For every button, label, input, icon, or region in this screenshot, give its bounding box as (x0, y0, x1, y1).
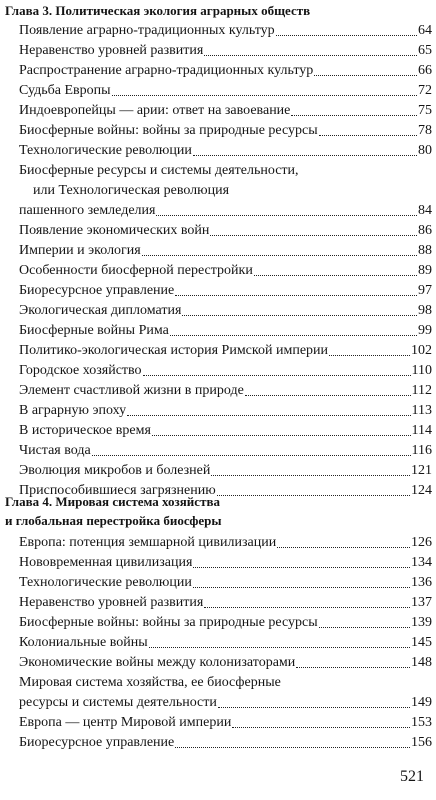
toc-entry[interactable] (19, 733, 432, 753)
toc-entry-page: 86 (418, 223, 432, 238)
toc-entry-title: Нововременная цивилизация (19, 555, 193, 570)
toc-entry-page: 153 (411, 715, 432, 730)
dot-leader (211, 475, 410, 476)
toc-entry-last-line (19, 201, 432, 221)
dot-leader (193, 567, 410, 568)
toc-entry-page: 80 (418, 143, 432, 158)
toc-entry-title: Особенности биосферной перестройки (19, 263, 253, 278)
toc-entry-page: 98 (418, 303, 432, 318)
toc-entry-page: 99 (418, 323, 432, 338)
toc-entry-title: Элемент счастливой жизни в природе (19, 383, 244, 398)
dot-leader (314, 75, 417, 76)
toc-entry[interactable] (19, 21, 432, 41)
toc-entry-title: Технологические революции (19, 575, 192, 590)
dot-leader (156, 215, 417, 216)
toc-entry-title: Политико-экологическая история Римской империи (19, 343, 329, 358)
toc-entry[interactable] (19, 61, 432, 81)
toc-entry-page: 75 (418, 103, 432, 118)
dot-leader (152, 435, 411, 436)
dot-leader (329, 355, 410, 356)
toc-entry[interactable] (19, 573, 432, 593)
toc-entry[interactable] (19, 321, 432, 341)
dot-leader (210, 235, 417, 236)
toc-entry-title: пашенного земледелия (19, 203, 156, 218)
toc-entry-page: 64 (418, 23, 432, 38)
toc-entry[interactable] (19, 141, 432, 161)
toc-entry-page: 66 (418, 63, 432, 78)
toc-entry-page: 148 (411, 655, 432, 670)
toc-entry[interactable] (19, 341, 432, 361)
toc-entry-title: Судьба Европы (19, 83, 111, 98)
toc-entry-title: Биосферные войны: войны за природные ресурсы (19, 123, 318, 138)
toc-entry-title: Неравенство уровней развития (19, 595, 204, 610)
toc-entry-title: Колониальные войны (19, 635, 148, 650)
toc-entry[interactable] (19, 361, 432, 381)
toc-entry-title-line: Биосферные ресурсы и системы деятельности, (19, 163, 299, 178)
toc-entry-title: Империи и экология (19, 243, 141, 258)
toc-entry-page: 89 (418, 263, 432, 278)
chapter-title-line-2: и глобальная перестройка биосферы (5, 513, 222, 528)
dot-leader (245, 395, 411, 396)
toc-entry-title: Европа — центр Мировой империи (19, 715, 232, 730)
dot-leader (232, 727, 410, 728)
toc-entry-title: Технологические революции (19, 143, 192, 158)
toc-entry-title: В аграрную эпоху (19, 403, 127, 418)
toc-entry[interactable] (19, 161, 432, 221)
toc-entry[interactable] (19, 261, 432, 281)
dot-leader (127, 415, 410, 416)
dot-leader (204, 607, 410, 608)
dot-leader (142, 255, 417, 256)
toc-entry-title: Эволюция микробов и болезней (19, 463, 211, 478)
toc-entry-page: 97 (418, 283, 432, 298)
toc-entry-title: Биоресурсное управление (19, 735, 175, 750)
toc-entry[interactable] (19, 41, 432, 61)
toc-entry-page: 121 (411, 463, 432, 478)
toc-entry-title: Появление экономических войн (19, 223, 210, 238)
toc-entry[interactable] (19, 421, 432, 441)
dot-leader (193, 155, 417, 156)
toc-entry-page: 113 (411, 403, 432, 418)
toc-entry[interactable] (19, 241, 432, 261)
toc-entry-page: 110 (411, 363, 432, 378)
dot-leader (319, 135, 417, 136)
toc-entry-page: 136 (411, 575, 432, 590)
toc-entry[interactable] (19, 633, 432, 653)
toc-entry-title: Европа: потенция земшарной цивилизации (19, 535, 277, 550)
chapter-4 (5, 492, 432, 753)
toc-entry-page: 116 (411, 443, 432, 458)
dot-leader (319, 627, 410, 628)
dot-leader (276, 35, 417, 36)
dot-leader (170, 335, 417, 336)
toc-entry-title-line: Мировая система хозяйства, ее биосферные (19, 675, 281, 690)
dot-leader (218, 707, 410, 708)
toc-entry-page: 84 (418, 203, 432, 218)
dot-leader (193, 587, 410, 588)
toc-entry[interactable] (19, 653, 432, 673)
toc-entry-title: Появление аграрно-традиционных культур (19, 23, 275, 38)
toc-entry-page: 149 (411, 695, 432, 710)
toc-entry-title: Биосферные войны Рима (19, 323, 169, 338)
toc-entry-title: Чистая вода (19, 443, 91, 458)
dot-leader (92, 455, 411, 456)
toc-entry-page: 114 (411, 423, 432, 438)
toc-entry[interactable] (19, 613, 432, 633)
dot-leader (204, 55, 417, 56)
toc-entry-page: 145 (411, 635, 432, 650)
toc-entry-page: 112 (411, 383, 432, 398)
toc-entry-page: 126 (411, 535, 432, 550)
toc-entry[interactable] (19, 553, 432, 573)
toc-entry-title: Неравенство уровней развития (19, 43, 204, 58)
toc-entry-title: Городское хозяйство (19, 363, 142, 378)
toc-entry-page: 156 (411, 735, 432, 750)
toc-entry-page: 102 (411, 343, 432, 358)
dot-leader (143, 375, 411, 376)
toc-entry[interactable] (19, 673, 432, 713)
toc-entry-page: 65 (418, 43, 432, 58)
dot-leader (291, 115, 417, 116)
toc-entry[interactable] (19, 221, 432, 241)
chapter-4-entries (5, 533, 432, 753)
toc-entry-title: Индоевропейцы — арии: ответ на завоевание (19, 103, 291, 118)
toc-entry-page: 139 (411, 615, 432, 630)
dot-leader (254, 275, 417, 276)
toc-entry-title-line: или Технологическая революция (33, 183, 230, 198)
toc-entry[interactable] (19, 533, 432, 553)
toc-entry[interactable] (19, 441, 432, 461)
toc-entry-title: Экономические войны между колонизаторами (19, 655, 296, 670)
dot-leader (175, 747, 410, 748)
toc-entry-page: 134 (411, 555, 432, 570)
toc-entry[interactable] (19, 281, 432, 301)
toc-entry[interactable] (19, 301, 432, 321)
toc-entry-page: 137 (411, 595, 432, 610)
toc-entry[interactable] (19, 101, 432, 121)
toc-entry[interactable] (19, 81, 432, 101)
toc-entry[interactable] (19, 401, 432, 421)
toc-entry[interactable] (19, 121, 432, 141)
dot-leader (277, 547, 410, 548)
dot-leader (182, 315, 417, 316)
toc-entry-title: В историческое время (19, 423, 151, 438)
toc-entry-title: Биоресурсное управление (19, 283, 175, 298)
toc-entry[interactable] (19, 593, 432, 613)
chapter-3-entries (5, 21, 432, 501)
chapter-3 (5, 1, 432, 501)
toc-entry-title: Биосферные войны: войны за природные ресурсы (19, 615, 318, 630)
toc-entry[interactable] (19, 713, 432, 733)
dot-leader (112, 95, 417, 96)
toc-entry-title: Приспособившиеся загрязнению (19, 483, 216, 498)
toc-entry-title: ресурсы и системы деятельности (19, 695, 217, 710)
toc-entry-page: 124 (411, 483, 432, 498)
toc-entry-page: 88 (418, 243, 432, 258)
toc-entry[interactable] (19, 461, 432, 481)
toc-entry-title: Распространение аграрно-традиционных культур (19, 63, 314, 78)
toc-entry-last-line (19, 693, 432, 713)
toc-entry-title: Экологическая дипломатия (19, 303, 182, 318)
toc-entry-page: 72 (418, 83, 432, 98)
chapter-title: Глава 3. Политическая экология аграрных обществ (5, 3, 311, 18)
dot-leader (296, 667, 410, 668)
toc-entry[interactable] (19, 381, 432, 401)
toc-entry-page: 78 (418, 123, 432, 138)
dot-leader (149, 647, 410, 648)
page-number: 521 (400, 768, 424, 785)
chapter-title-line-1: Глава 4. Мировая система хозяйства (5, 494, 220, 509)
dot-leader (175, 295, 417, 296)
